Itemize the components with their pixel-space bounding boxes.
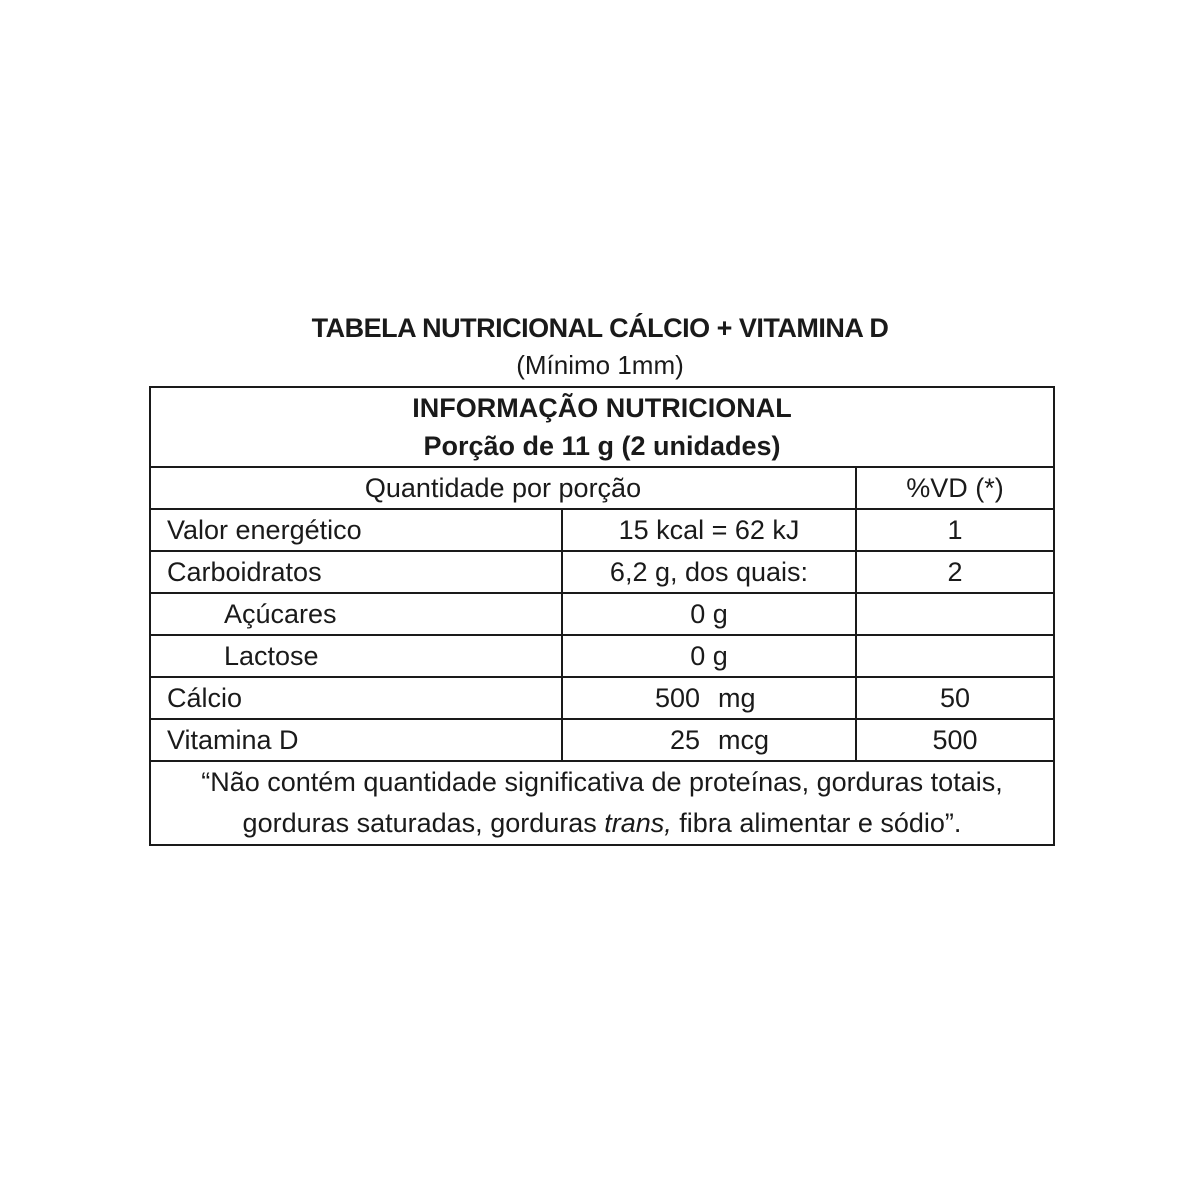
footer-note xyxy=(150,761,1054,845)
nutrient-name: Lactose xyxy=(150,635,562,677)
nutrient-name: Valor energético xyxy=(150,509,562,551)
col-vd-header: %VD (*) xyxy=(856,467,1054,509)
quantity-unit: mg xyxy=(718,682,756,713)
table-row xyxy=(150,509,1054,551)
nutrient-vd: 1 xyxy=(856,509,1054,551)
table-row xyxy=(150,551,1054,593)
nutrient-vd xyxy=(856,635,1054,677)
nutrient-vd: 500 xyxy=(856,719,1054,761)
footer-line-2 xyxy=(151,803,1053,844)
nutrient-quantity xyxy=(562,677,856,719)
page-subtitle: (Mínimo 1mm) xyxy=(516,350,684,380)
nutrient-vd xyxy=(856,593,1054,635)
col-quantity-header: Quantidade por porção xyxy=(150,467,856,509)
quantity-pair xyxy=(630,725,788,756)
table-row xyxy=(150,677,1054,719)
nutrient-quantity: 0 g xyxy=(562,593,856,635)
quantity-number: 25 xyxy=(669,724,700,755)
table-header-row xyxy=(150,387,1054,467)
nutrient-quantity xyxy=(562,719,856,761)
nutrient-vd: 50 xyxy=(856,677,1054,719)
footer-line-2-end: fibra alimentar e sódio”. xyxy=(671,808,962,838)
table-row xyxy=(150,593,1054,635)
nutrient-quantity: 6,2 g, dos quais: xyxy=(562,551,856,593)
footer-line-2-start: gorduras saturadas, gorduras xyxy=(242,808,605,838)
quantity-unit: mcg xyxy=(718,724,770,755)
page-title: TABELA NUTRICIONAL CÁLCIO + VITAMINA D xyxy=(311,313,889,343)
footer-trans-word: trans, xyxy=(604,808,672,838)
nutrient-name: Vitamina D xyxy=(150,719,562,761)
nutrient-vd: 2 xyxy=(856,551,1054,593)
quantity-number: 500 xyxy=(654,682,700,713)
table-header xyxy=(150,387,1054,467)
footer-row xyxy=(150,761,1054,845)
table-row xyxy=(150,719,1054,761)
column-header-row xyxy=(150,467,1054,509)
nutrient-quantity: 15 kcal = 62 kJ xyxy=(562,509,856,551)
quantity-pair xyxy=(630,683,788,714)
portion-label: Porção de 11 g (2 unidades) xyxy=(423,431,781,461)
footer-line-1: “Não contém quantidade significativa de proteínas, gorduras totais, xyxy=(201,767,1003,797)
nutrient-quantity: 0 g xyxy=(562,635,856,677)
nutrition-table xyxy=(149,386,1055,846)
table-heading: INFORMAÇÃO NUTRICIONAL xyxy=(412,393,792,423)
nutrient-name: Cálcio xyxy=(150,677,562,719)
nutrient-name: Carboidratos xyxy=(150,551,562,593)
nutrient-name: Açúcares xyxy=(150,593,562,635)
table-row xyxy=(150,635,1054,677)
